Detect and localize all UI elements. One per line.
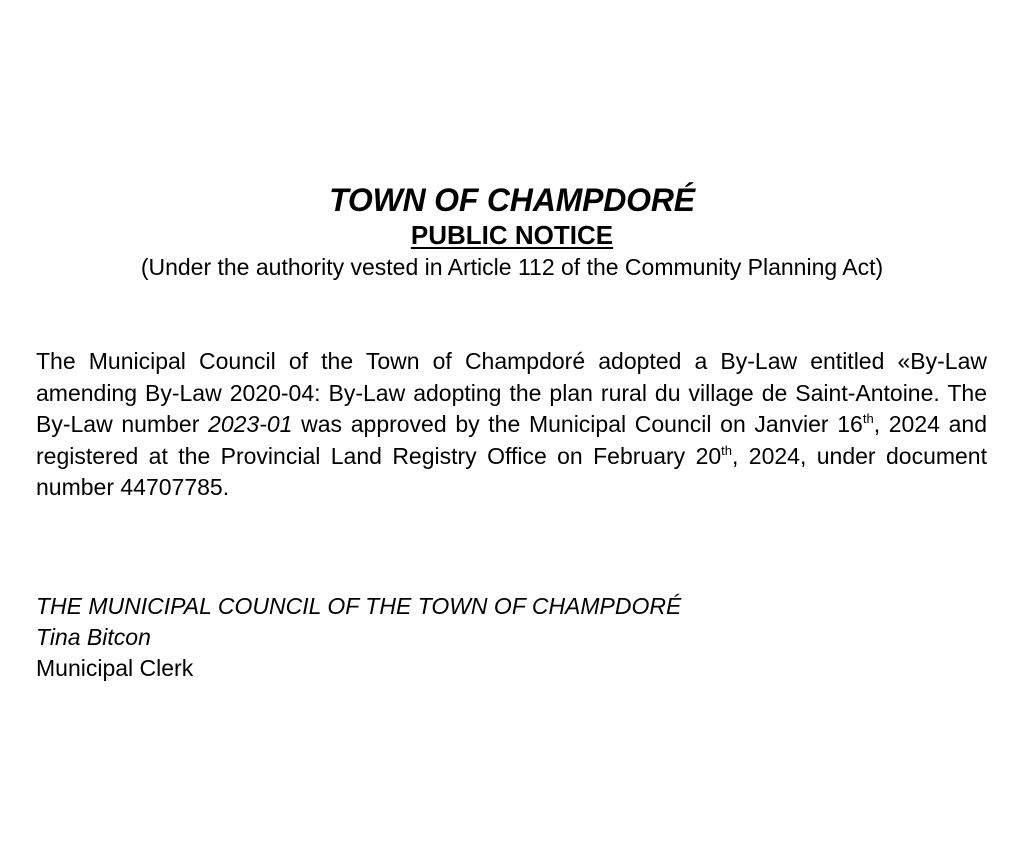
bylaw-number: 2023-01 xyxy=(208,411,293,437)
authority-statement: (Under the authority vested in Article 112 of the Community Planning Act) xyxy=(140,254,884,280)
notice-text-part2: was approved by the Municipal Council on Janvier 16 xyxy=(292,411,863,437)
signature-role: Municipal Clerk xyxy=(36,655,194,681)
notice-text-part1: The Municipal Council of the Town of Champdoré adopted a By-Law entitled «By-Law amending By-Law 2020-04: By-Law adopting the plan rural du village de Saint-Antoine. The By-Law number xyxy=(36,348,987,437)
signature-block xyxy=(36,591,996,684)
ordinal-suffix-registration: th xyxy=(721,442,732,458)
notice-text-part3: , 2024 and registered at the Provincial Land Registry Office on February 20 xyxy=(36,411,987,469)
town-title: TOWN OF CHAMPDORÉ xyxy=(329,182,695,218)
signature-council: THE MUNICIPAL COUNCIL OF THE TOWN OF CHAMPDORÉ xyxy=(36,593,682,619)
notice-header xyxy=(0,180,1024,282)
signature-name: Tina Bitcon xyxy=(36,624,151,650)
notice-body xyxy=(36,346,987,504)
notice-subtitle: PUBLIC NOTICE xyxy=(410,220,614,250)
notice-text-part4: , 2024, under document number 44707785. xyxy=(36,442,987,500)
ordinal-suffix-adoption: th xyxy=(862,411,874,426)
